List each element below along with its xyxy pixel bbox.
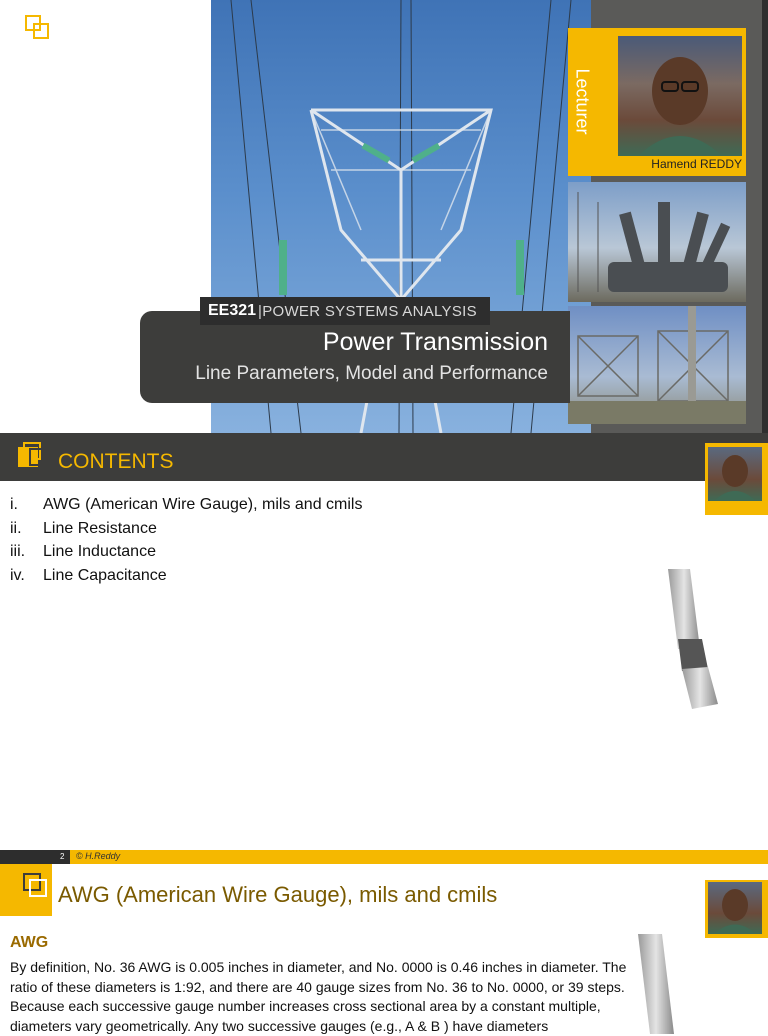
course-name <box>258 303 477 320</box>
title-slide <box>0 0 768 433</box>
list-item: iii. Line Inductance <box>10 543 156 560</box>
course-code: EE321 <box>208 302 257 319</box>
lecturer-photo <box>618 36 742 156</box>
list-item: i. AWG (American Wire Gauge), mils and cmils <box>10 496 363 513</box>
list-item: ii. Line Resistance <box>10 519 157 537</box>
substation-bushings-photo <box>568 182 746 302</box>
body-paragraph: By definition, No. 36 AWG is 0.005 inches in diameter, and No. 0000 is 0.46 inches in diameter. The ratio of these diameters is 1:92, and there are 40 gauge sizes from No. 36 to No. 0000, or 39 steps. Because each successive gauge number increases cross sectional area by a constant multiple, diameters vary geometrically. Any two successive gauges (e.g., A & B ) have diameters <box>10 959 627 1034</box>
cable-image <box>660 569 730 714</box>
course-name-text: POWER SYSTEMS ANALYSIS <box>262 303 477 320</box>
section-heading: AWG <box>10 934 49 951</box>
cable-image <box>630 934 700 1034</box>
copyright: © H.Reddy <box>76 851 121 861</box>
slide-title: AWG (American Wire Gauge), mils and cmils <box>58 882 498 907</box>
logo-icon <box>18 870 48 900</box>
logo-icon <box>24 14 52 42</box>
lecturer-name: Hamend REDDY <box>651 157 742 171</box>
logo-icon <box>18 439 48 469</box>
lecturer-thumbnail <box>708 447 762 501</box>
slide-title: CONTENTS <box>58 450 174 473</box>
presentation-subtitle: Line Parameters, Model and Performance <box>195 363 548 384</box>
course-separator: | <box>258 303 263 320</box>
lecturer-thumbnail <box>708 882 762 934</box>
awg-slide <box>0 864 768 1034</box>
list-item: iv. Line Capacitance <box>10 566 167 584</box>
right-edge-strip <box>762 0 768 433</box>
lecturer-label: Lecturer <box>572 68 593 135</box>
substation-structure-photo <box>568 306 746 424</box>
contents-slide <box>0 433 768 861</box>
contents-list <box>10 493 362 587</box>
page-number: 2 <box>60 852 65 861</box>
presentation-title: Power Transmission <box>322 328 548 356</box>
